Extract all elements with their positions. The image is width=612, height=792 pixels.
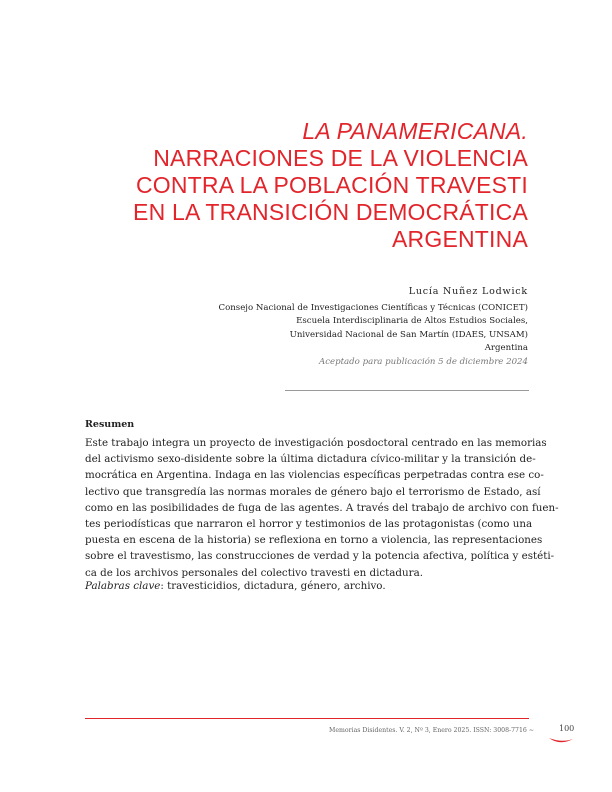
abstract-line: del activismo sexo-disidente sobre la última dictadura cívico-militar y la transición de- [85,453,536,466]
abstract-line: Este trabajo integra un proyecto de investigación posdoctoral centrado en las memorias [85,437,547,449]
abstract-line: sobre el travestismo, las construcciones de verdad y la potencia afectiva, política y estéti- [85,550,555,563]
keywords-label: Palabras clave [85,580,161,592]
keywords [85,580,386,592]
affiliation-line: Universidad Nacional de San Martín (IDAES, UNSAM) [289,329,528,340]
author-block [198,285,528,369]
title-line-1: LA PANAMERICANA. [302,118,528,144]
page-number: 100 [559,724,575,733]
abstract-line: como en las posibilidades de fuga de las agentes. A través del trabajo de archivo con fuen- [85,501,559,514]
affiliation-country: Argentina [484,342,528,353]
footer-rule [85,718,529,719]
abstract-heading: Resumen [85,419,135,430]
affiliation-line: Escuela Interdisciplinaria de Altos Estudios Sociales, [296,316,528,327]
author-name: Lucía Nuñez Lodwick [408,286,528,297]
title-line-3: CONTRA LA POBLACIÓN TRAVESTI [135,172,528,198]
abstract-line: tes periodísticas que narraron el horror y testimonios de las protagonistas (como una [85,518,533,531]
footer-citation: Memorias Disidentes. V. 2, Nº 3, Enero 2025. ISSN: 3008-7716 ~ [329,727,534,734]
section-divider [285,390,529,391]
swoosh-icon [548,735,574,747]
article-title [108,118,528,253]
affiliation-line: Consejo Nacional de Investigaciones Científicas y Técnicas (CONICET) [218,303,528,314]
keywords-value: : travesticidios, dictadura, género, archivo. [160,580,386,592]
abstract-line: mocrática en Argentina. Indaga en las violencias específicas perpetradas contra ese co- [85,469,544,482]
title-line-4: EN LA TRANSICIÓN DEMOCRÁTICA [133,199,528,225]
title-line-5: ARGENTINA [392,226,528,252]
accepted-date: Aceptado para publicación 5 de diciembre 2024 [318,357,528,368]
abstract-body [85,435,559,581]
abstract-line: lectivo que transgredía las normas morales de género bajo el terrorismo de Estado, así [85,485,541,498]
title-line-2: NARRACIONES DE LA VIOLENCIA [153,145,528,171]
abstract-line: puesta en escena de la historia) se reflexiona en torno a violencia, las representaciones [85,534,543,547]
abstract-line: ca de los archivos personales del colectivo travesti en dictadura. [85,566,423,579]
